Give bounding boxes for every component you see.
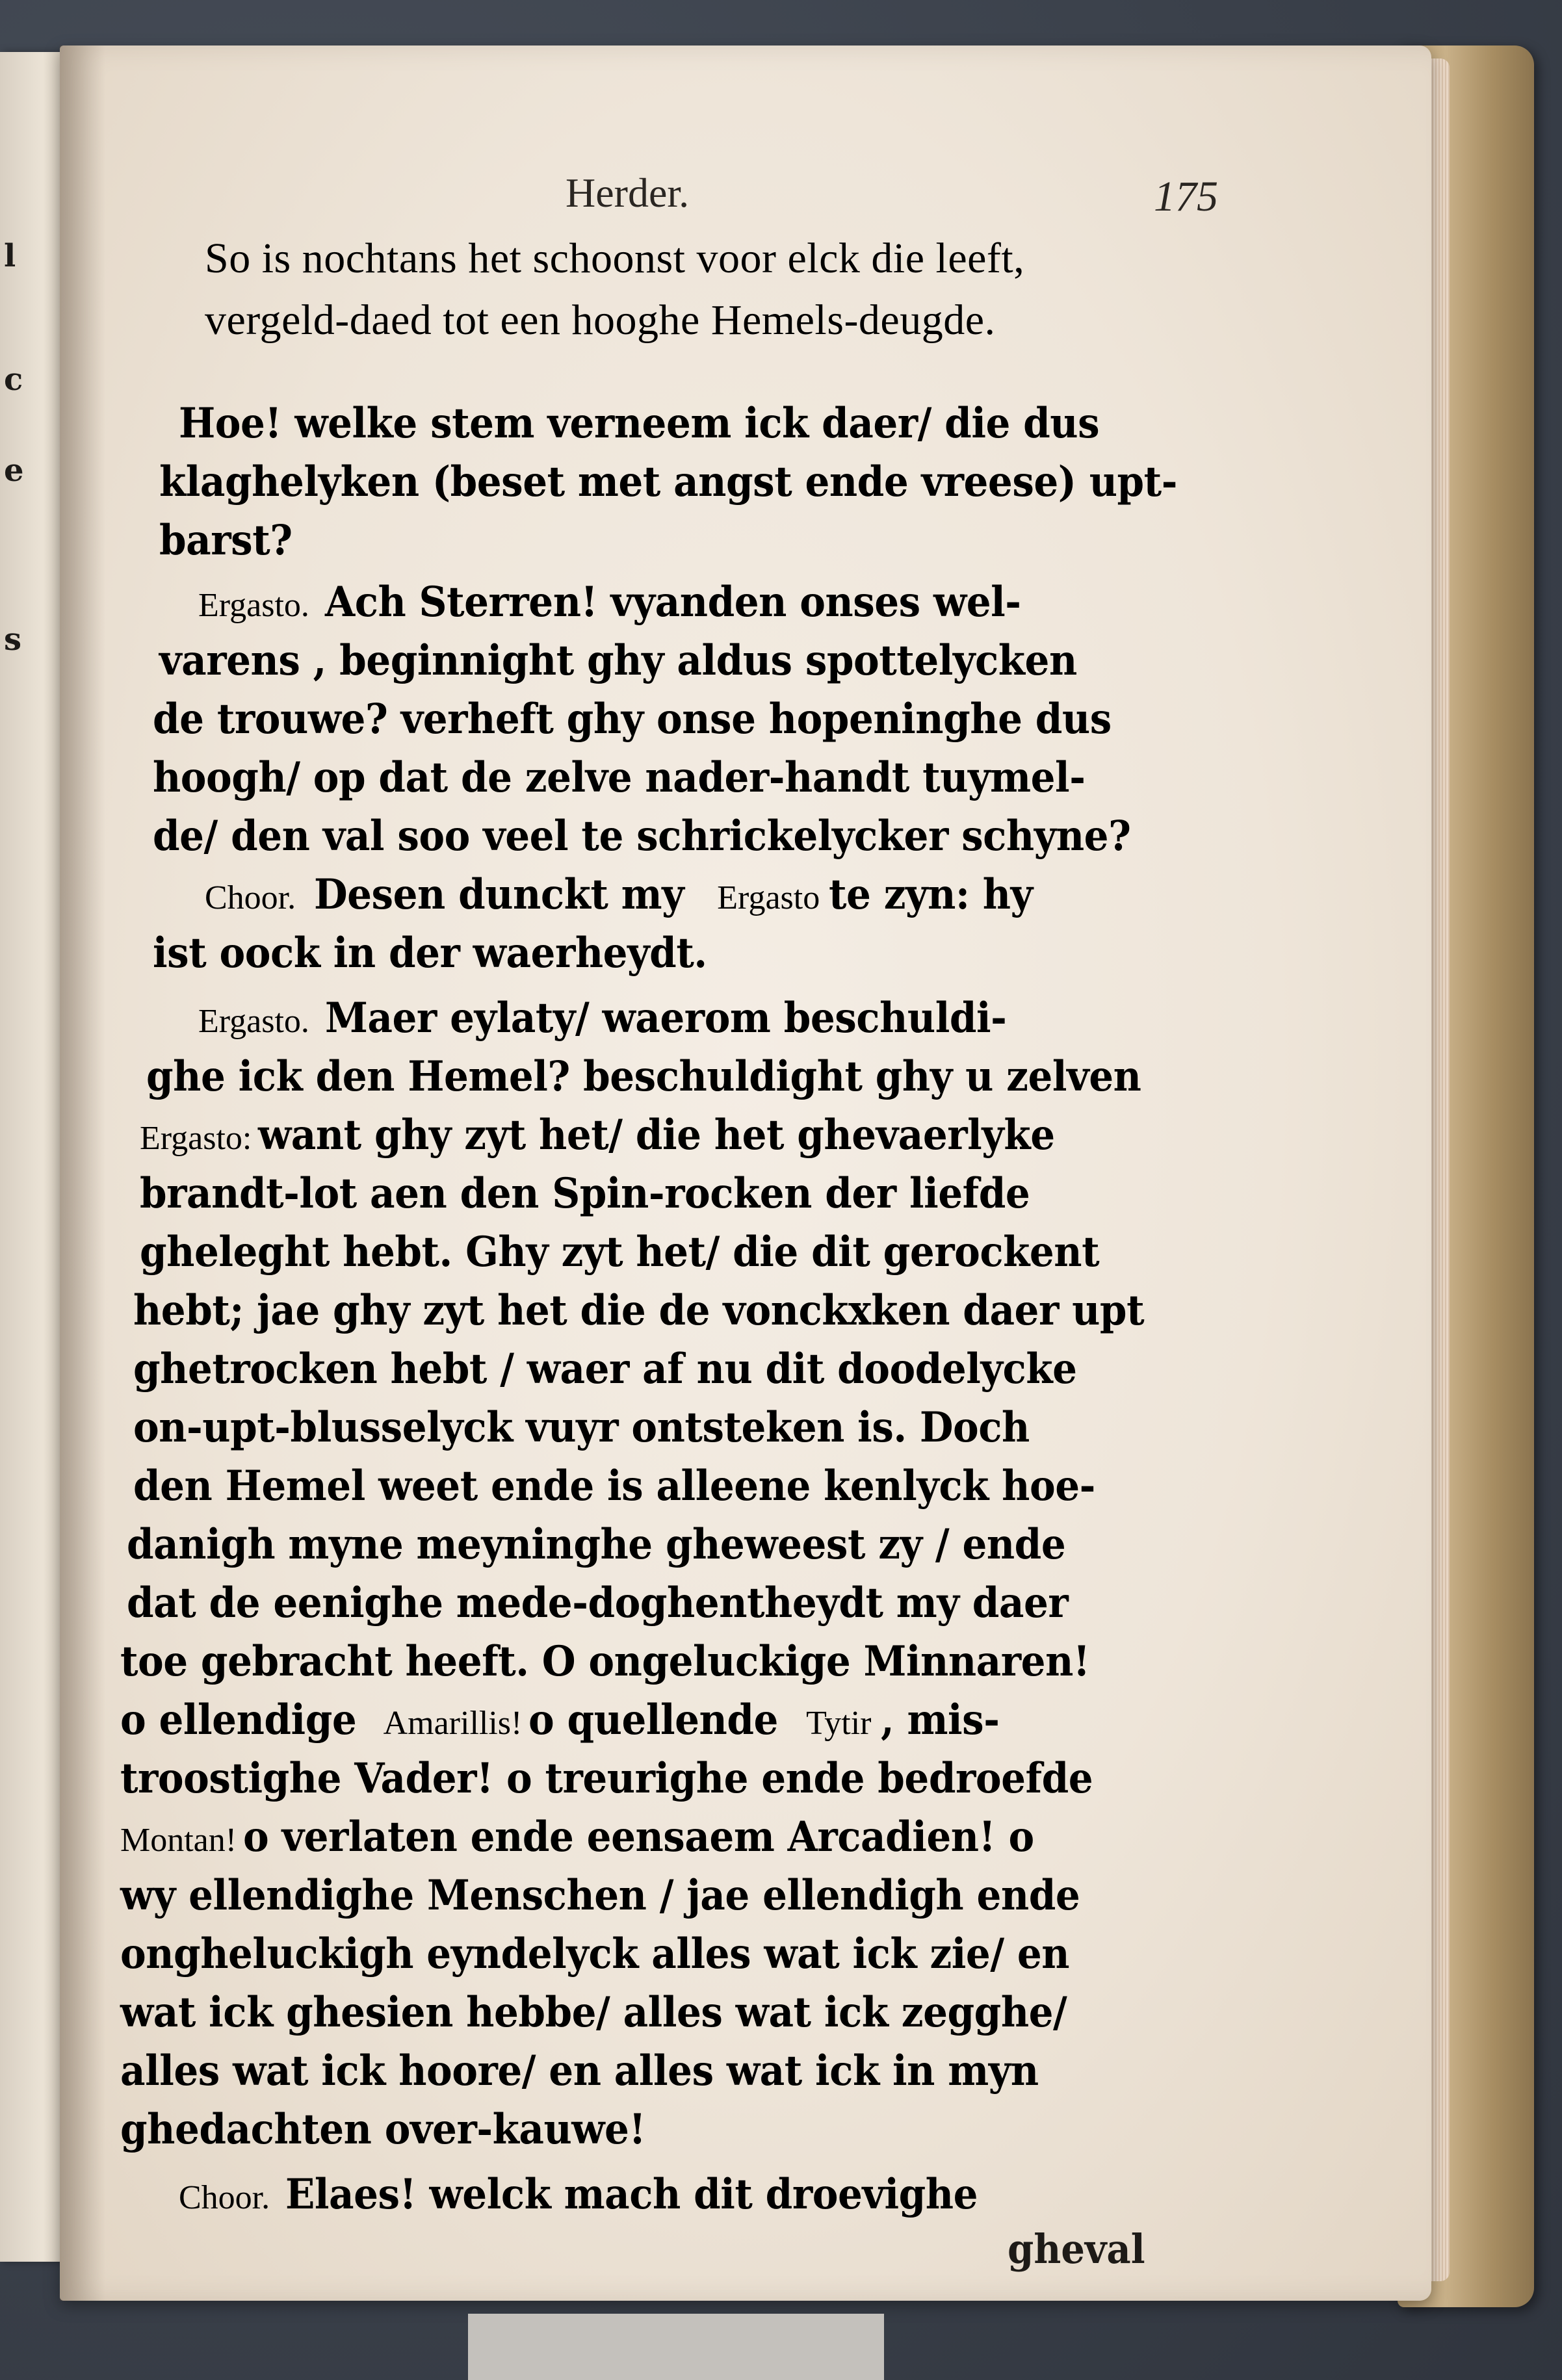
speech-line: [198, 578, 1073, 627]
speech-line: [179, 2170, 1030, 2219]
gothic-line: o quellende: [528, 1696, 779, 1744]
gothic-line: danigh myne meyninghe gheweest zy / ende: [127, 1520, 1066, 1569]
gothic-line: toe gebracht heeft. O ongeluckige Minnaren!: [120, 1637, 1090, 1686]
speaker-name: Choor.: [179, 2179, 270, 2216]
running-head: Herder.: [566, 170, 690, 216]
gothic-line: barst?: [159, 516, 293, 565]
gothic-line: gheleght hebt. Ghy zyt het/ die dit gerockent: [140, 1228, 1100, 1276]
speaker-name-inline: Tytir: [806, 1705, 872, 1742]
gothic-line: Desen dunckt my: [314, 870, 684, 919]
speaker-name: Ergasto.: [198, 587, 309, 624]
speech-line: [120, 1696, 1008, 1744]
gothic-line: brandt-lot aen den Spin-rocken der liefde: [140, 1169, 1030, 1218]
gothic-line: want ghy zyt het/ die het ghevaerlyke: [258, 1111, 1055, 1159]
speech-line: [198, 994, 1058, 1042]
catchword: gheval: [1008, 2225, 1145, 2273]
speaker-name: Choor.: [205, 879, 296, 916]
verse-line: So is nochtans het schoonst voor elck die leeft,: [205, 235, 1025, 282]
gothic-line: hebt; jae ghy zyt het die de vonckxken daer upt: [133, 1286, 1145, 1335]
gothic-line: Elaes! welck mach dit droevighe: [285, 2170, 978, 2219]
gothic-line: de trouwe? verheft ghy onse hopeninghe dus: [153, 695, 1112, 744]
speaker-name-inline: Montan!: [120, 1822, 237, 1859]
speech-line: [140, 1111, 1115, 1159]
speech-line: [205, 870, 1048, 919]
left-page-mark: e: [4, 452, 24, 489]
verse-line: vergeld-daed tot een hooghe Hemels-deugde.: [205, 296, 996, 344]
gothic-line: te zyn: hy: [829, 870, 1033, 919]
gothic-line: Maer eylaty/ waerom beschuldi-: [324, 994, 1007, 1042]
gothic-line: ongheluckigh eyndelyck alles wat ick zie/ en: [120, 1930, 1070, 1978]
gothic-line: Ach Sterren! vyanden onses wel-: [324, 578, 1021, 627]
gutter-shadow: [60, 45, 105, 2301]
gothic-line: klaghelyken (beset met angst ende vreese) upt-: [159, 458, 1177, 506]
speaker-name-inline: Ergasto:: [140, 1120, 252, 1157]
gothic-line: varens , beginnight ghy aldus spottelycken: [159, 636, 1077, 685]
gothic-line: wy ellendighe Menschen / jae ellendigh ende: [120, 1871, 1080, 1920]
left-page-mark: l: [4, 238, 16, 274]
speaker-name-inline: Amarillis!: [383, 1705, 523, 1742]
gothic-line: o ellendige: [120, 1696, 357, 1744]
gothic-line: den Hemel weet ende is alleene kenlyck hoe-: [133, 1462, 1095, 1510]
gothic-line: hoogh/ op dat de zelve nader-handt tuymel-: [153, 753, 1086, 802]
speaker-name: Ergasto.: [198, 1003, 309, 1040]
gothic-line: ist oock in der waerheydt.: [153, 929, 707, 977]
background-tab: [468, 2314, 884, 2380]
gothic-line: alles wat ick hoore/ en alles wat ick in myn: [120, 2047, 1039, 2095]
gothic-line: o verlaten ende eensaem Arcadien! o: [243, 1813, 1034, 1861]
gothic-line: , mis-: [880, 1696, 999, 1744]
left-page-mark: s: [4, 621, 22, 658]
gothic-line: dat de eenighe mede-doghentheydt my daer: [127, 1579, 1069, 1627]
gothic-line: ghe ick den Hemel? beschuldight ghy u zelven: [146, 1052, 1141, 1101]
left-page-mark: c: [4, 361, 23, 398]
gothic-line: ghedachten over-kauwe!: [120, 2105, 646, 2154]
gothic-line: de/ den val soo veel te schrickelycker schyne?: [153, 812, 1131, 860]
gothic-line: Hoe! welke stem verneem ick daer/ die dus: [179, 399, 1100, 448]
gothic-line: ghetrocken hebt / waer af nu dit doodelycke: [133, 1345, 1077, 1393]
page-number: 175: [1154, 173, 1218, 220]
speech-line: [120, 1813, 1093, 1861]
gothic-line: wat ick ghesien hebbe/ alles wat ick zegghe/: [120, 1988, 1067, 2037]
speaker-name-inline: Ergasto: [717, 879, 820, 916]
gothic-line: troostighe Vader! o treurighe ende bedroefde: [120, 1754, 1093, 1803]
gothic-line: on-upt-blusselyck vuyr ontsteken is. Doch: [133, 1403, 1030, 1452]
